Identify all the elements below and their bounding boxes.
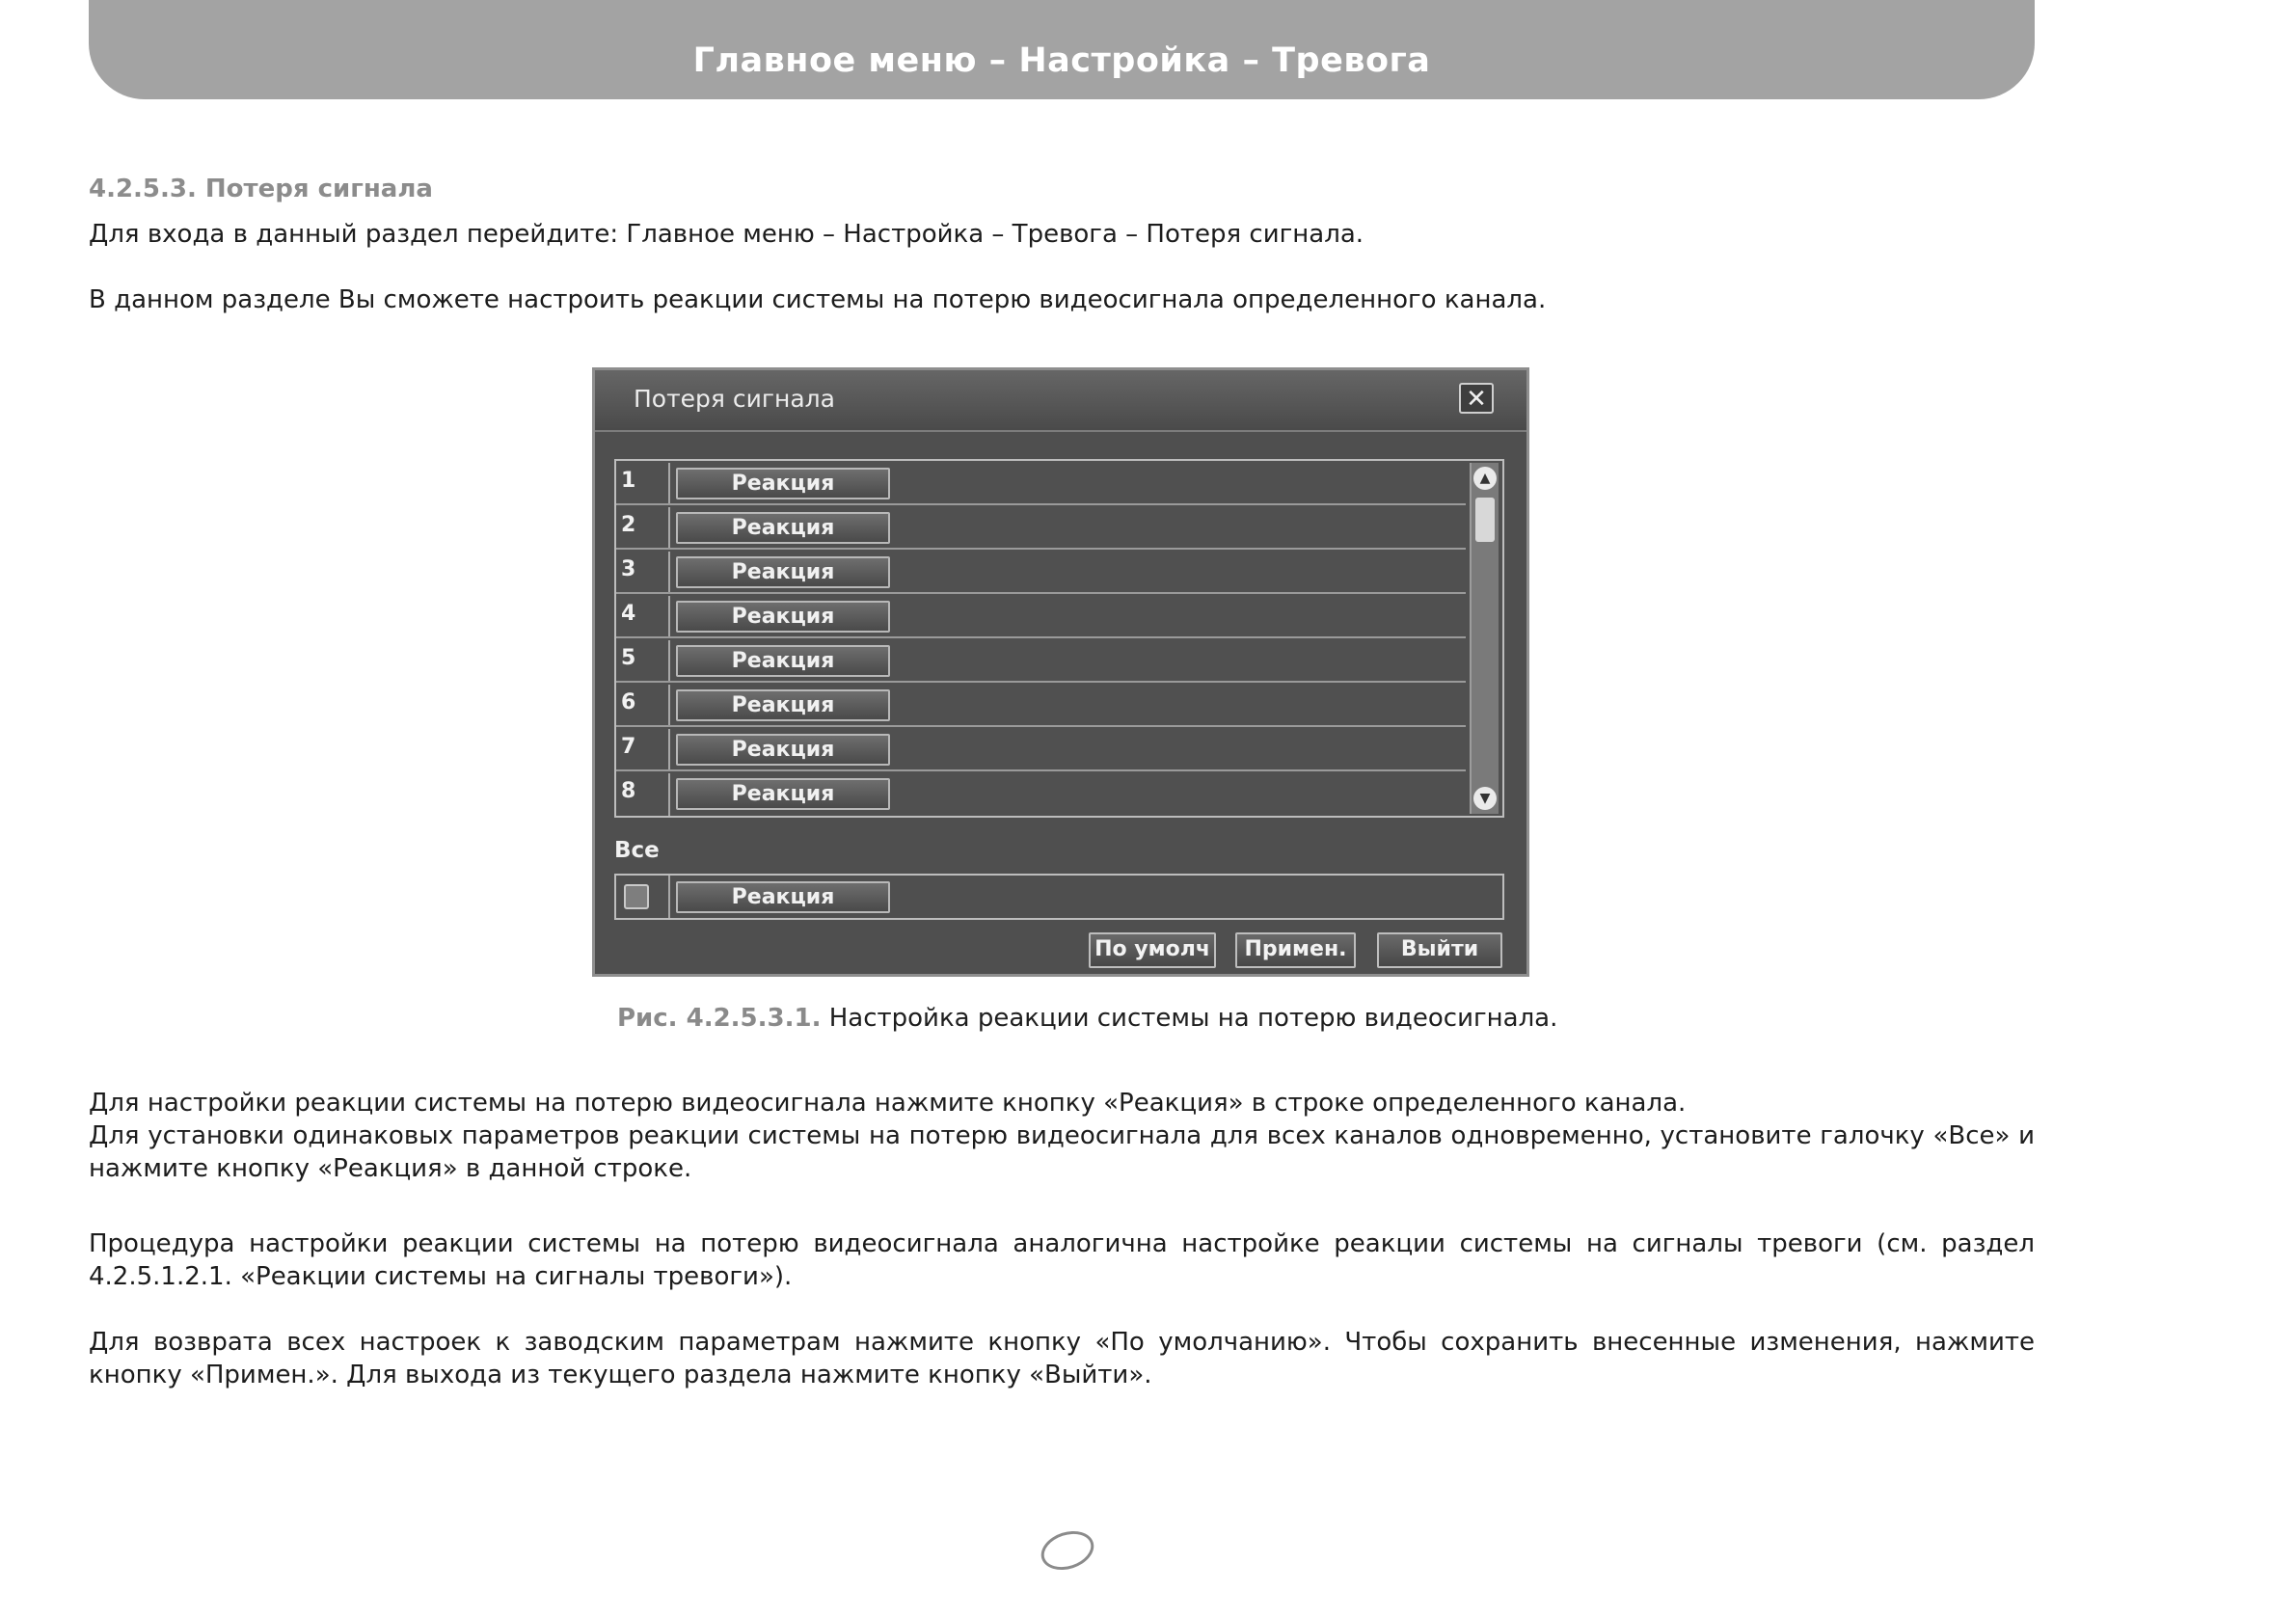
default-button[interactable]: По умолч (1089, 932, 1216, 968)
reaction-button[interactable]: Реакция (676, 601, 890, 633)
procedure-paragraph: Процедура настройки реакции системы на потерю видеосигнала аналогична настройке реакции системы на сигналы тревоги (см. раздел 4.2.5.1.2.1. «Реакции системы на сигналы тревоги»). (89, 1229, 2035, 1291)
scrollbar-thumb[interactable] (1475, 498, 1495, 542)
figure-number: Рис. 4.2.5.3.1. (617, 1004, 822, 1033)
dialog-title-bar (595, 370, 1526, 432)
table-row (616, 507, 1466, 550)
page-header (89, 0, 2035, 99)
channel-number: 2 (621, 513, 636, 537)
signal-loss-dialog (592, 367, 1529, 977)
all-reaction-button[interactable]: Реакция (676, 881, 890, 913)
apply-button[interactable]: Примен. (1235, 932, 1356, 968)
channel-number: 3 (621, 557, 636, 581)
reaction-text-1: Для настройки реакции системы на потерю видеосигнала нажмите кнопку «Реакция» в строке определенного канала. (89, 1089, 1687, 1118)
column-divider (668, 507, 670, 548)
column-divider (668, 463, 670, 503)
figure-caption-text: Настройка реакции системы на потерю видеосигнала. (821, 1004, 1558, 1033)
close-icon[interactable]: ✕ (1459, 383, 1494, 414)
nav-paragraph: Для входа в данный раздел перейдите: Главное меню – Настройка – Тревога – Потеря сигнала. (89, 220, 1364, 249)
channel-table (614, 459, 1504, 818)
all-checkbox[interactable] (624, 884, 649, 909)
all-channels-row (614, 874, 1504, 920)
column-divider (668, 773, 670, 816)
channel-number: 8 (621, 779, 636, 803)
column-divider (668, 552, 670, 592)
table-row (616, 729, 1466, 771)
reaction-button[interactable]: Реакция (676, 468, 890, 499)
channel-number: 7 (621, 735, 636, 759)
channel-number: 4 (621, 602, 636, 626)
all-label: Все (614, 838, 660, 863)
page-number-mark (1036, 1524, 1098, 1576)
scroll-down-icon[interactable]: ▼ (1473, 787, 1497, 810)
scrollbar[interactable] (1470, 463, 1499, 814)
column-divider (668, 729, 670, 769)
channel-number: 6 (621, 690, 636, 715)
column-divider (668, 876, 670, 918)
reaction-button[interactable]: Реакция (676, 689, 890, 721)
reaction-button[interactable]: Реакция (676, 556, 890, 588)
desc-paragraph: В данном разделе Вы сможете настроить реакции системы на потерю видеосигнала определенного канала. (89, 285, 1547, 314)
reaction-paragraph (89, 1087, 2035, 1185)
reaction-button[interactable]: Реакция (676, 512, 890, 544)
defaults-paragraph: Для возврата всех настроек к заводским параметрам нажмите кнопку «По умолчанию». Чтобы сохранить внесенные изменения, нажмите кнопку «Примен.». Для выхода из текущего раздела нажмите кнопку «Выйти». (89, 1328, 2035, 1389)
column-divider (668, 685, 670, 725)
header-title: Главное меню – Настройка – Тревога (692, 41, 1431, 80)
table-row (616, 596, 1466, 638)
channel-number: 5 (621, 646, 636, 670)
table-row (616, 463, 1466, 505)
reaction-text-2: Для установки одинаковых параметров реакции системы на потерю видеосигнала для всех каналов одновременно, установите галочку «Все» и нажмите кнопку «Реакция» в данной строке. (89, 1121, 2035, 1183)
channel-number: 1 (621, 469, 636, 493)
table-row (616, 552, 1466, 594)
table-row (616, 685, 1466, 727)
table-row (616, 640, 1466, 683)
reaction-button[interactable]: Реакция (676, 778, 890, 810)
section-title: 4.2.5.3. Потеря сигнала (89, 175, 433, 203)
column-divider (668, 640, 670, 681)
table-row (616, 773, 1466, 816)
column-divider (668, 596, 670, 636)
scroll-up-icon[interactable]: ▲ (1473, 467, 1497, 490)
reaction-button[interactable]: Реакция (676, 645, 890, 677)
reaction-button[interactable]: Реакция (676, 734, 890, 766)
dialog-title: Потеря сигнала (634, 385, 835, 413)
exit-button[interactable]: Выйти (1377, 932, 1502, 968)
figure-caption (617, 1004, 1557, 1033)
